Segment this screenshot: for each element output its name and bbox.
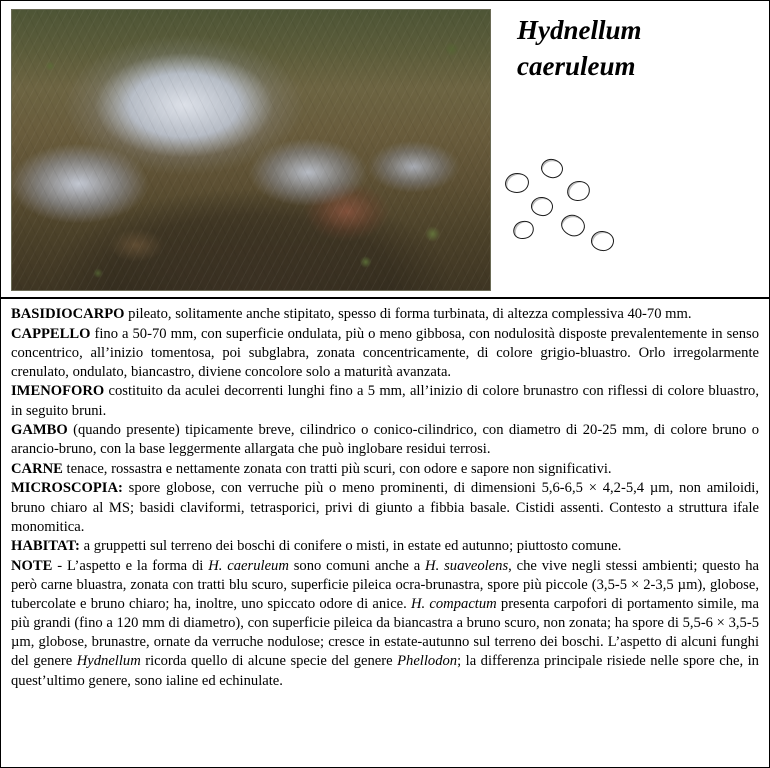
note-fragment: ricorda quello di alcune specie del genere: [140, 653, 398, 670]
note-fragment: sono comuni anche a: [288, 557, 426, 574]
habitat-photo: [11, 9, 491, 291]
section-text: tenace, rossastra e nettamente zonata con tratti più scuri, con odore e sapore non significativi.: [62, 460, 612, 477]
note-fragment: H. compactum: [411, 596, 497, 613]
section-label: CARNE: [11, 460, 63, 477]
section-label: IMENOFORO: [11, 383, 105, 400]
note-fragment: ; la differenza principale risiede nelle spore che, in quest’ultimo genere, sono ialine ed echinulate.: [11, 653, 759, 689]
spore-shape: [558, 212, 588, 240]
sections-container: [11, 305, 759, 556]
note-fragment: H. suaveolens: [425, 557, 509, 574]
section-text: spore globose, con verruche più o meno prominenti, di dimensioni 5,6-6,5 × 4,2-5,4 µm, non amiloidi, bruno chiaro al MS; basidi claviformi, tetrasporici, privi di giunto a fibbia basale. Cistidi assenti. Contesto a struttura ifale monomitica.: [11, 480, 759, 535]
section-cappello: [11, 325, 759, 382]
section-text: a gruppetti sul terreno dei boschi di conifere o misti, in estate ed autunno; piuttosto comune.: [79, 538, 622, 555]
title-area: [491, 9, 759, 295]
spore-shape: [590, 230, 614, 252]
section-label: BASIDIOCARPO: [11, 306, 125, 322]
section-label: GAMBO: [11, 422, 68, 439]
note-fragment: H. caeruleum: [208, 557, 289, 574]
note-fragment: , che vive negli stessi ambienti; questo ha però carne bluastra, zonata con tratti blu scuro, superficie pileica ocra-brunastra, spore più piccole (3,5-5 × 2-3,5 µm), globose, tubercolate e bruno chiaro; ha, inoltre, uno spiccato odore di anice.: [11, 557, 759, 613]
spore-shape: [504, 171, 531, 194]
spore-shape: [539, 157, 564, 180]
spore-illustration: [505, 159, 685, 269]
section-label: CAPPELLO: [11, 325, 91, 342]
note-fragment: Phellodon: [397, 653, 458, 670]
section-text: (quando presente) tipicamente breve, cilindrico o conico-cilindrico, con diametro di 20-25 mm, di colore bruno o arancio-bruno, con la base leggermente allargata che può inglobare residui terrosi.: [11, 422, 759, 458]
note-fragment: - L’aspetto e la forma di: [52, 557, 209, 574]
note-fragment: Hydnellum: [76, 653, 141, 670]
genus-name: Hydnellum: [517, 15, 642, 45]
description-text: [1, 299, 769, 699]
section-basidiocarpo: [11, 305, 759, 324]
note-body: [11, 558, 759, 689]
header-area: [1, 1, 769, 299]
section-text: fino a 50-70 mm, con superficie ondulata, più o meno gibbosa, con nodulosità disposte prevalentemente in senso concentrico, all’inizio tomentosa, poi subglabra, zonata concentricamente, di colore grigio-bluastro. Orlo irregolarmente crenulato, ondulato, biancastro, diviene concolore solo a maturità avanzata.: [11, 325, 759, 380]
note-fragment: presenta carpofori di portamento simile, ma più grandi (fino a 120 mm di diametro), con superficie pileica da biancastra a bruno scuro, non zonata; ha spore di 5,5-6 × 3,5-5 µm, globose, brunastre, ornate da verruche nodulose; cresce in estate-autunno sul terreno dei boschi. L’aspetto di alcuni funghi del genere: [11, 596, 759, 670]
section-imenoforo: [11, 382, 759, 420]
spore-shape: [511, 218, 537, 242]
spore-shape: [565, 178, 592, 203]
section-label: MICROSCOPIA:: [11, 480, 123, 497]
note-label: NOTE: [11, 557, 53, 574]
section-habitat: [11, 537, 759, 556]
section-text: costituito da aculei decorrenti lunghi fino a 5 mm, all’inizio di colore brunastro con riflessi di colore bluastro, in seguito bruni.: [11, 383, 759, 419]
section-carne: [11, 460, 759, 479]
spore-shape: [530, 196, 554, 217]
note-paragraph: [11, 557, 759, 691]
section-text: pileato, solitamente anche stipitato, spesso di forma turbinata, di altezza complessiva 40-70 mm.: [124, 306, 692, 322]
epithet-name: caeruleum: [517, 50, 636, 81]
section-label: HABITAT:: [11, 538, 80, 555]
page-title: [517, 13, 759, 84]
mushroom-photo-image: [12, 10, 490, 290]
section-gambo: [11, 421, 759, 459]
section-microscopia: [11, 479, 759, 536]
